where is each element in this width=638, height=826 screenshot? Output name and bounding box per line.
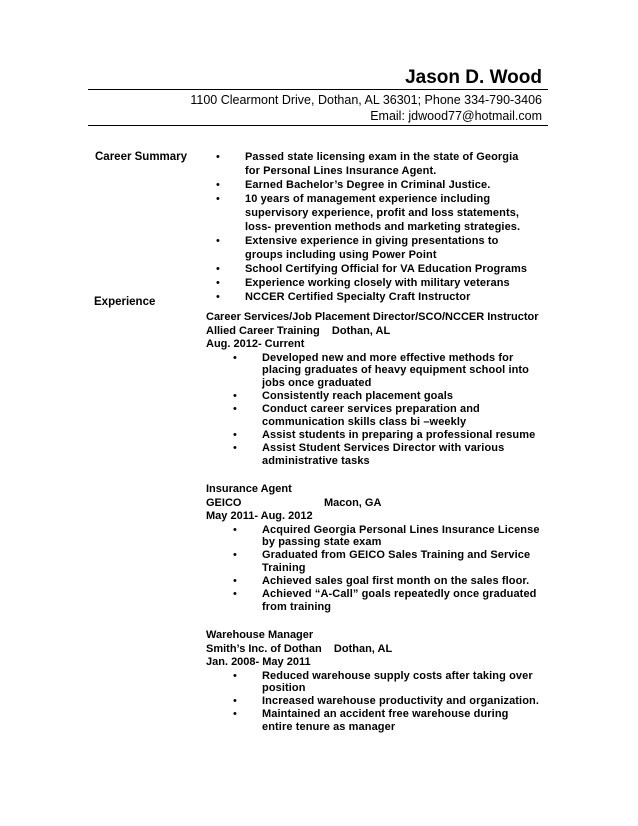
job-duty: • Developed new and more effective methods for placing graduates of heavy equipment school into jobs once graduated	[262, 352, 542, 391]
job-duty: • Achieved sales goal first month on the sales floor.	[262, 575, 542, 588]
header-rule-top	[88, 89, 548, 90]
job-duties-list	[262, 524, 542, 614]
job-duty: • Maintained an accident free warehouse during entire tenure as manager	[262, 708, 542, 734]
career-summary-list	[245, 150, 535, 304]
job-duty: • Consistently reach placement goals	[262, 390, 542, 403]
job-duty: • Achieved “A-Call” goals repeatedly once graduated from training	[262, 588, 542, 614]
summary-item: • Earned Bachelor’s Degree in Criminal Justice.	[245, 178, 535, 192]
summary-item: • Experience working closely with military veterans	[245, 276, 535, 290]
job-duty: • Conduct career services preparation and communication skills class bi –weekly	[262, 403, 542, 429]
job-duty: • Reduced warehouse supply costs after taking over position	[262, 670, 542, 696]
summary-item: • Passed state licensing exam in the state of Georgia for Personal Lines Insurance Agent.	[245, 150, 535, 178]
career-summary-heading: Career Summary	[95, 151, 188, 163]
job-duty: • Acquired Georgia Personal Lines Insurance License by passing state exam	[262, 524, 542, 550]
job-employer: Smith’s Inc. of Dothan Dothan, AL	[206, 642, 393, 655]
experience-heading: Experience	[94, 296, 156, 308]
job-entry	[206, 311, 551, 468]
job-entry	[206, 629, 551, 734]
summary-item: • NCCER Certified Specialty Craft Instructor	[245, 290, 535, 304]
job-title: Warehouse Manager	[206, 629, 314, 641]
candidate-name: Jason D. Wood	[405, 67, 542, 88]
job-duty: • Graduated from GEICO Sales Training and Service Training	[262, 549, 542, 575]
job-dates: May 2011- Aug. 2012	[206, 510, 313, 522]
job-duty: • Assist Student Services Director with various administrative tasks	[262, 442, 542, 468]
summary-item: • 10 years of management experience including supervisory experience, profit and loss statements, loss- prevention methods and marketing strategies.	[245, 192, 535, 234]
address-line: 1100 Clearmont Drive, Dothan, AL 36301; Phone 334-790-3406	[190, 93, 542, 107]
job-employer: Allied Career Training Dothan, AL	[206, 324, 391, 337]
job-employer: GEICO Macon, GA	[206, 496, 382, 509]
job-duty: • Increased warehouse productivity and organization.	[262, 695, 542, 708]
email-line: Email: jdwood77@hotmail.com	[370, 109, 542, 123]
job-title: Career Services/Job Placement Director/SCO/NCCER Instructor	[206, 311, 539, 323]
job-duty: • Assist students in preparing a professional resume	[262, 429, 542, 442]
job-duties-list	[262, 670, 542, 735]
summary-item: • School Certifying Official for VA Education Programs	[245, 262, 535, 276]
job-dates: Aug. 2012- Current	[206, 338, 305, 350]
job-duties-list	[262, 352, 542, 468]
header-rule-bottom	[88, 125, 548, 126]
job-title: Insurance Agent	[206, 483, 292, 495]
job-dates: Jan. 2008- May 2011	[206, 656, 311, 668]
summary-item: • Extensive experience in giving presentations to groups including using Power Point	[245, 234, 535, 262]
job-entry	[206, 483, 551, 614]
